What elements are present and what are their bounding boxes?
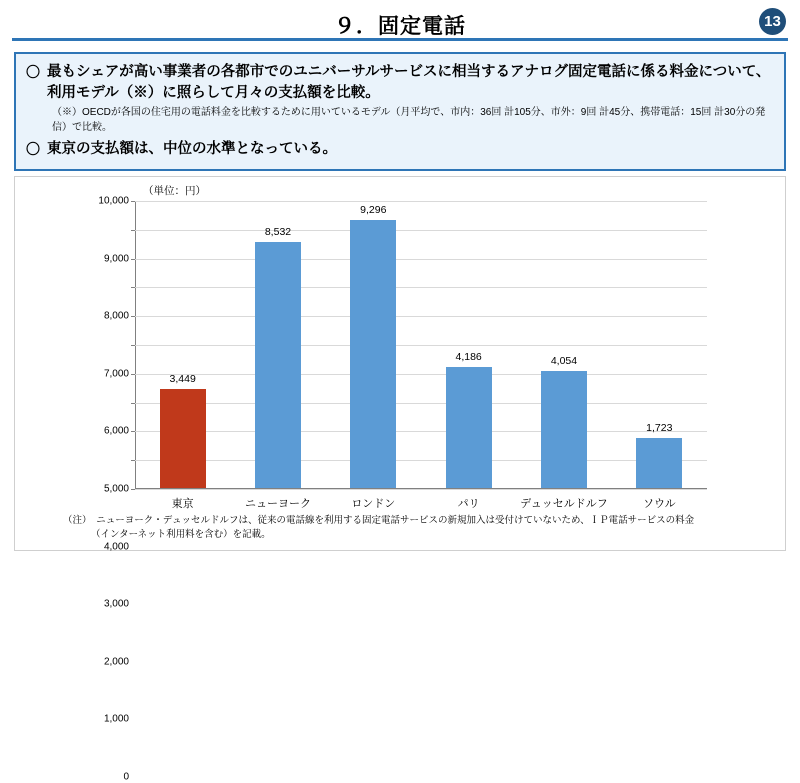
y-axis-tick-label: 8,000 (103, 310, 129, 322)
bar (636, 438, 682, 488)
bar (255, 242, 301, 488)
bar (160, 389, 206, 488)
y-axis-tick-label: 10,000 (98, 195, 129, 207)
x-axis-category-label: ロンドン (351, 498, 396, 510)
summary-point-2 (26, 139, 774, 160)
y-axis-tick-mark (131, 489, 135, 490)
bar-slot (326, 201, 421, 510)
page-number-badge: 13 (759, 8, 786, 35)
bar-slot (135, 201, 230, 510)
summary-box (14, 52, 786, 171)
chart-panel (14, 176, 786, 783)
y-axis-tick-label: 3,000 (103, 598, 129, 610)
x-axis-category-label: パリ (457, 498, 480, 510)
bar (541, 371, 587, 488)
bar-value-label: 3,449 (169, 372, 196, 385)
summary-note: （※）OECDが各国の住宅用の電話料金を比較するために用いているモデル（月平均で、市内：36回 計105分、市外：9回 計45分、携帯電話：15回 計30分の発信）で比較。 (52, 107, 766, 133)
y-axis-tick-label: 0 (123, 771, 129, 783)
y-axis-tick-label: 6,000 (103, 425, 129, 437)
x-axis-category-label: ソウル (642, 498, 676, 510)
bar (446, 367, 492, 488)
bar-slot (612, 201, 707, 510)
header-divider (12, 38, 788, 41)
y-axis-tick-label: 5,000 (103, 483, 129, 495)
bar-slot (421, 201, 516, 510)
bar-series (135, 201, 707, 510)
y-axis-tick-label: 1,000 (103, 713, 129, 725)
bar-value-label: 8,532 (264, 226, 292, 239)
summary-point-1-text: 最もシェアが高い事業者の各都市でのユニバーサルサービスに相当するアナログ固定電話に係る料金について、利用モデル（※）に照らして月々の支払額を比較。 (47, 64, 771, 102)
y-axis-tick-label: 9,000 (103, 253, 129, 265)
bar-slot (516, 201, 611, 510)
bar-value-label: 1,723 (646, 422, 673, 435)
x-axis-category-label: 東京 (171, 498, 194, 510)
bar-value-label: 9,296 (360, 204, 387, 217)
x-axis-category-label: ニューヨーク (244, 498, 311, 510)
page-title: ９．固定電話 (334, 15, 466, 38)
y-axis-tick-label: 7,000 (103, 368, 129, 380)
chart-unit-label: （単位：円） (143, 185, 206, 197)
bar (350, 220, 396, 488)
chart-footnote-line-1: （注） ニューヨーク・デュッセルドルフは、従来の電話線を利用する固定電話サービスの新規加入は受付けていないため、ＩＰ電話サービスの料金 (63, 515, 695, 526)
bullet-circle-icon-2: 〇 (26, 141, 40, 158)
y-axis-tick-label: 2,000 (103, 656, 129, 668)
bullet-circle-icon: 〇 (26, 64, 40, 80)
x-axis-category-label: デュッセルドルフ (520, 498, 608, 510)
bar-slot (230, 201, 325, 510)
slide-header (0, 0, 800, 44)
chart-footnote (63, 514, 694, 543)
summary-point-1 (26, 62, 774, 104)
bar-value-label: 4,054 (550, 355, 578, 368)
chart-footnote-line-2: （インターネット利用料を含む）を記載。 (91, 529, 271, 541)
summary-point-2-text: 東京の支払額は、中位の水準となっている。 (47, 141, 337, 158)
bar-value-label: 4,186 (455, 351, 482, 364)
y-axis-tick-label: 4,000 (103, 541, 129, 553)
